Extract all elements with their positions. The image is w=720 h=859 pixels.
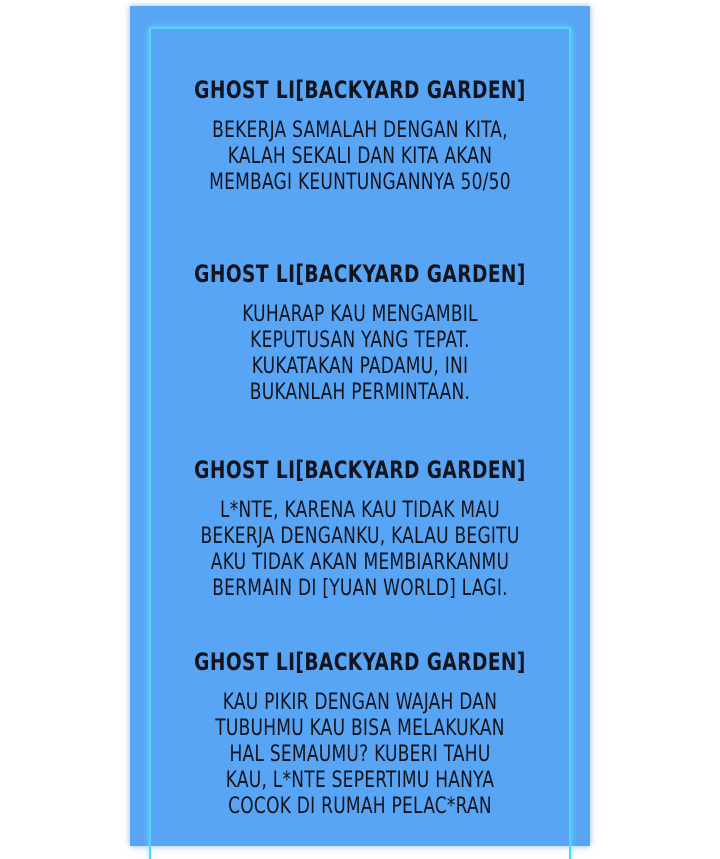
- message-sender: GHOST LI[BACKYARD GARDEN]: [194, 648, 526, 676]
- message-3: [130, 456, 590, 602]
- message-4: [130, 648, 590, 820]
- message-text: KAU PIKIR DENGAN WAJAH DAN TUBUHMU KAU BISA MELAKUKAN HAL SEMAUMU? KUBERI TAHU KAU, L*NTE SEPERTIMU HANYA COCOK DI RUMAH PELAC*RAN: [215, 690, 505, 819]
- message-sender: GHOST LI[BACKYARD GARDEN]: [194, 260, 526, 288]
- message-text: BEKERJA SAMALAH DENGAN KITA, KALAH SEKALI DAN KITA AKAN MEMBAGI KEUNTUNGANNYA 50/50: [209, 118, 511, 195]
- message-text: L*NTE, KARENA KAU TIDAK MAU BEKERJA DENGANKU, KALAU BEGITU AKU TIDAK AKAN MEMBIARKANMU BERMAIN DI [YUAN WORLD] LAGI.: [200, 498, 520, 601]
- message-sender: GHOST LI[BACKYARD GARDEN]: [194, 456, 526, 484]
- message-panel: [130, 6, 590, 846]
- message-1: [130, 76, 590, 196]
- message-sender: GHOST LI[BACKYARD GARDEN]: [194, 76, 526, 104]
- message-2: [130, 260, 590, 406]
- message-text: KUHARAP KAU MENGAMBIL KEPUTUSAN YANG TEPAT. KUKATAKAN PADAMU, INI BUKANLAH PERMINTAAN.: [242, 302, 478, 405]
